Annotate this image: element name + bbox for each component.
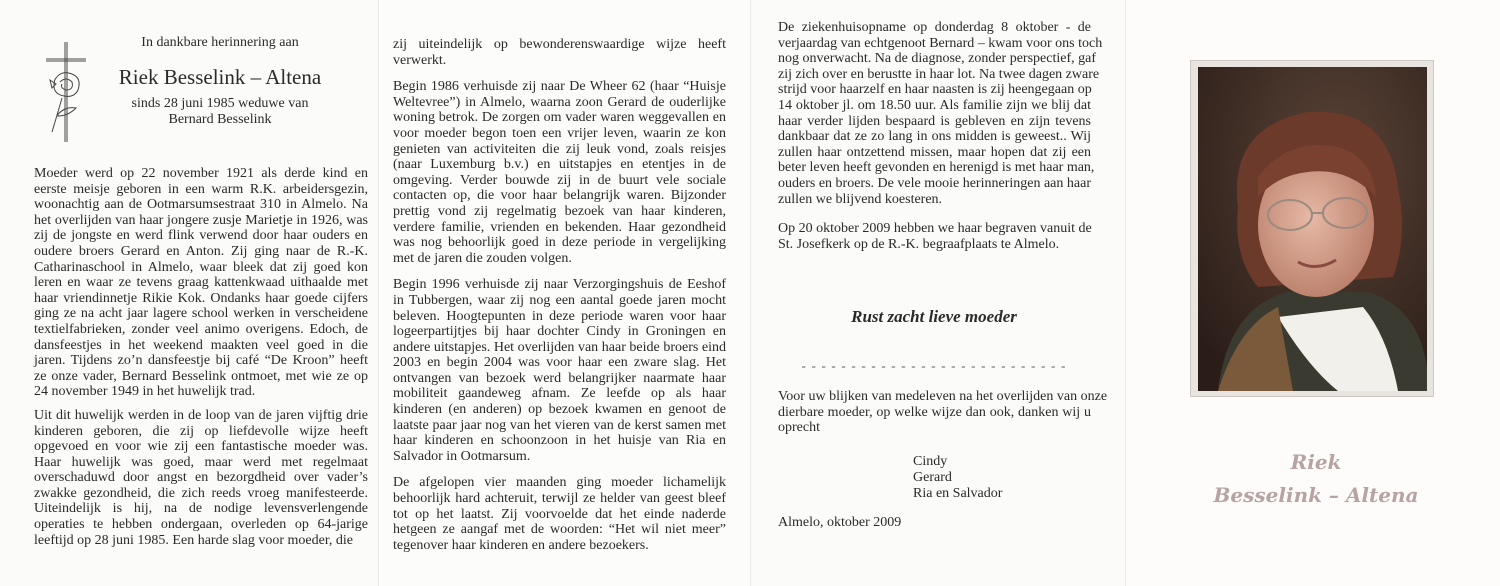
text-line: oprecht (778, 420, 820, 436)
paragraph (778, 20, 1103, 207)
paragraph (393, 79, 726, 266)
text-line: leeftijd op 28 juni 1985. Een harde slag voor moeder, die (34, 532, 354, 548)
cross-with-rose-icon (44, 42, 86, 142)
text-line: behoorlijk hard achteruit, terwijl ze helder van geest bleef (393, 491, 726, 507)
text-line: beter leven heeft gevonden en herenigd is met haar man, (778, 160, 1095, 176)
text-line: eerste meisje geboren in een warm R.K. arbeidersgezin, (34, 181, 368, 197)
text-line: jaren. Tijdens zo’n dansfeestje bij café “De Kroon” heeft (34, 353, 368, 369)
text-line: dankbaar dat ze zo lang in ons midden is geweest.. Wij (778, 129, 1091, 145)
text-line: Uiteindelijk is hij, na de nodige levensverlengende (34, 501, 368, 517)
text-line: hetgeen ze aangaf met de woorden: “Het wil niet meer” (393, 522, 726, 538)
text-line: zullen haar ontzettend missen, maar hopen dat zij een (778, 144, 1091, 160)
text-line: Op 20 oktober 2009 hebben we haar begraven vanuit de (778, 221, 1092, 237)
text-line: het overlijden van haar jongere zusje Marietje in 1926, was (34, 212, 368, 228)
text-line: beleven. Hoogtepunten in deze periode waren voor haar (393, 308, 726, 324)
text-line: overschaduwd door angst en bezorgdheid over vader’s (34, 470, 368, 486)
text-line: woning betrok. De zorgen om vader waren weggevallen en (393, 110, 726, 126)
signatory: Ria en Salvador (913, 486, 1003, 502)
text-line: kinderen geboren, die zij op liefdevolle wijze heeft (34, 423, 368, 439)
text-line: ouders en broers. De vele mooie herinneringen aan haar (778, 175, 1091, 191)
text-line: ontvangen van bezoek werd belangrijker naarmate haar (393, 370, 726, 386)
divider: - - - - - - - - - - - - - - - - - - - - - - - - - - - (801, 358, 1067, 373)
text-line: genieten van activiteiten die zij leuk vond, zoals reisjes (393, 141, 726, 157)
text-line: haar vriendinnetje Rikie Kok. Ondanks haar goede cijfers (34, 290, 368, 306)
paragraph (393, 475, 726, 553)
text-line: Uit dit huwelijk werden in de loop van de jaren vijftig drie (34, 407, 368, 423)
text-line: ze onze vader, Bernard Besselink ontmoet, met wie ze op (34, 368, 368, 384)
paragraph (34, 408, 368, 548)
text-line: haar kinderen en schoonzoon in het huisje van Ria en (393, 433, 726, 449)
text-line: zij de jongste en werd flink verwend door haar ouders en (34, 228, 368, 244)
text-line: kinderen (en anderen) op bezoek kwamen en genoot de (393, 402, 726, 418)
text-line: haar verder lijden bespaard is gebleven en zijn tevens (778, 113, 1091, 129)
text-line: dansfeestjes in het weekend maakten veel goed in die (34, 337, 368, 353)
text-line: 2003 en begin 2004 was voor haar een zware slag. Het (393, 355, 726, 371)
thanks-paragraph (778, 389, 1108, 443)
text-line: tegenover haar kinderen en andere bezoekers. (393, 537, 649, 553)
photo-caption (1190, 446, 1442, 512)
signatory: Cindy (913, 454, 948, 469)
text-line: (naar Luxemburg b.v.) en uitstapjes en etentjes in de (393, 157, 726, 173)
text-line: woonachtig aan de Ootmarsumsestraat 310 in Almelo. Na (34, 197, 368, 213)
signatory: Gerard (913, 470, 952, 486)
fold-line (750, 0, 751, 586)
text-line: omgeving. Verder bouwde zij in de buurt vele sociale (393, 172, 726, 188)
place-date: Almelo, oktober 2009 (778, 515, 902, 530)
paragraph (778, 389, 1108, 436)
text-column-1 (34, 166, 368, 556)
text-line: dierbare moeder, op welke wijze dan ook, danken wij u (778, 404, 1091, 420)
text-line: ging ze na acht jaar lagere school werken in verscheidene (34, 306, 368, 322)
text-line: verjaardag van echtgenoot Bernard – kwam voor ons toch (778, 35, 1103, 51)
text-line: tot op het laatst. Zij voorvoelde dat het einde naderde (393, 506, 726, 522)
text-line: verwerkt. (393, 52, 447, 68)
text-line: operaties te hebben ondergaan, overleden op 64-jarige (34, 517, 368, 533)
fold-line (1125, 0, 1126, 586)
text-line: 24 november 1949 in het huwelijk trad. (34, 384, 256, 400)
text-line: Begin 1996 verhuisde zij naar Verzorgingshuis de Eeshof (393, 277, 726, 293)
widow-line: sinds 28 juni 1985 weduwe van (131, 96, 309, 111)
text-line: Catharinaschool in Almelo, waar bleek dat zij goed kon (34, 259, 368, 275)
text-line: logeerpartijtjes bij haar dochter Cindy in Groningen en (393, 324, 726, 340)
text-line: was nog behoorlijk goed in deze periode in vergelijking (393, 235, 726, 251)
text-line: Voor uw blijken van medeleven na het overlijden van onze (778, 389, 1108, 404)
text-line: Moeder werd op 22 november 1921 als derde kind en (34, 166, 368, 181)
paragraph (393, 277, 726, 464)
husband-name: Bernard Besselink (168, 112, 272, 127)
text-line: mobiliteit gaandeweg afnam. Ze leefde op als haar (393, 386, 726, 402)
text-line: Begin 1986 verhuisde zij naar De Wheer 62 (haar “Huisje (393, 79, 726, 95)
text-line: Weltevree”) in Almelo, waarna zoon Gerard de ouderlijke (393, 94, 726, 110)
caption-last-name: Besselink – Altena (1213, 483, 1419, 507)
photo-frame (1190, 60, 1434, 397)
text-line: St. Josefkerk op de R.-K. begraafplaats te Almelo. (778, 236, 1060, 252)
text-line: opgevoed en voor wie zij een fantastische moeder was. (34, 439, 368, 455)
text-line: De ziekenhuisopname op donderdag 8 oktober - de (778, 20, 1091, 35)
text-line: oudere broers Gerard en Anton. Zij ging naar de R.-K. (34, 243, 368, 259)
text-line: De afgelopen vier maanden ging moeder lichamelijk (393, 475, 726, 491)
paragraph (778, 221, 1091, 252)
text-line: nog onverwacht. Na de diagnose, zonder perspectief, gaf (778, 51, 1096, 67)
text-line: Haar huwelijk was goed, maar werd met regelmaat (34, 454, 368, 470)
fold-line (378, 0, 379, 586)
deceased-name-heading: Riek Besselink – Altena (118, 65, 322, 89)
text-line: prettig vond zij regelmatig bezoek van haar kinderen, (393, 203, 726, 219)
text-line: 14 oktober jl. om 18.50 uur. Als familie zijn we blij dat (778, 97, 1091, 113)
text-line: zij uiteindelijk op bewonderenswaardige wijze heeft (393, 37, 726, 52)
text-line: in Tubbergen, waar zij nog een aantal goede jaren mocht (393, 292, 726, 308)
text-line: zwakke gezondheid, die zich reeds vroeg manifesteerde. (34, 485, 368, 501)
text-line: leren en waar ze tevens graag kattenkwaad uithaalde met (34, 275, 368, 291)
text-column-2 (393, 37, 726, 561)
text-column-3 (778, 20, 1103, 260)
text-line: Salvador in Ootmarsum. (393, 448, 531, 464)
text-line: zij zich over en berustte in haar lot. Na twee dagen zware (778, 66, 1100, 82)
text-line: andere uitstapjes. Het overlijden van haar beide broers eind (393, 339, 726, 355)
text-line: voor moeder begon toen een vrijer leven, waarin ze kon (393, 125, 726, 141)
motto: Rust zacht lieve moeder (851, 307, 1017, 326)
paragraph (34, 166, 368, 400)
text-line: textielfabrieken, zonder veel animo overigens. Edoch, de (34, 321, 368, 337)
card-header (95, 35, 345, 128)
text-line: laatste paar jaar nog van het vieren van de kerst samen met (393, 417, 726, 433)
intro-text: In dankbare herinnering aan (141, 35, 299, 50)
paragraph (393, 37, 726, 68)
text-line: verdere familie, vrienden en bekenden. Haar gezondheid (393, 219, 726, 235)
text-line: met de jaren die zouden volgen. (393, 250, 572, 266)
portrait-photo (1198, 67, 1427, 391)
signatories (913, 454, 1002, 503)
text-line: zullen we blijvend koesteren. (778, 191, 943, 207)
text-line: strijd voor haarzelf en haar naasten is zij heengegaan op (778, 82, 1092, 98)
caption-first-name: Riek (1290, 450, 1342, 474)
text-line: contacten op, die voor haar belangrijk waren. Bijzonder (393, 188, 726, 204)
